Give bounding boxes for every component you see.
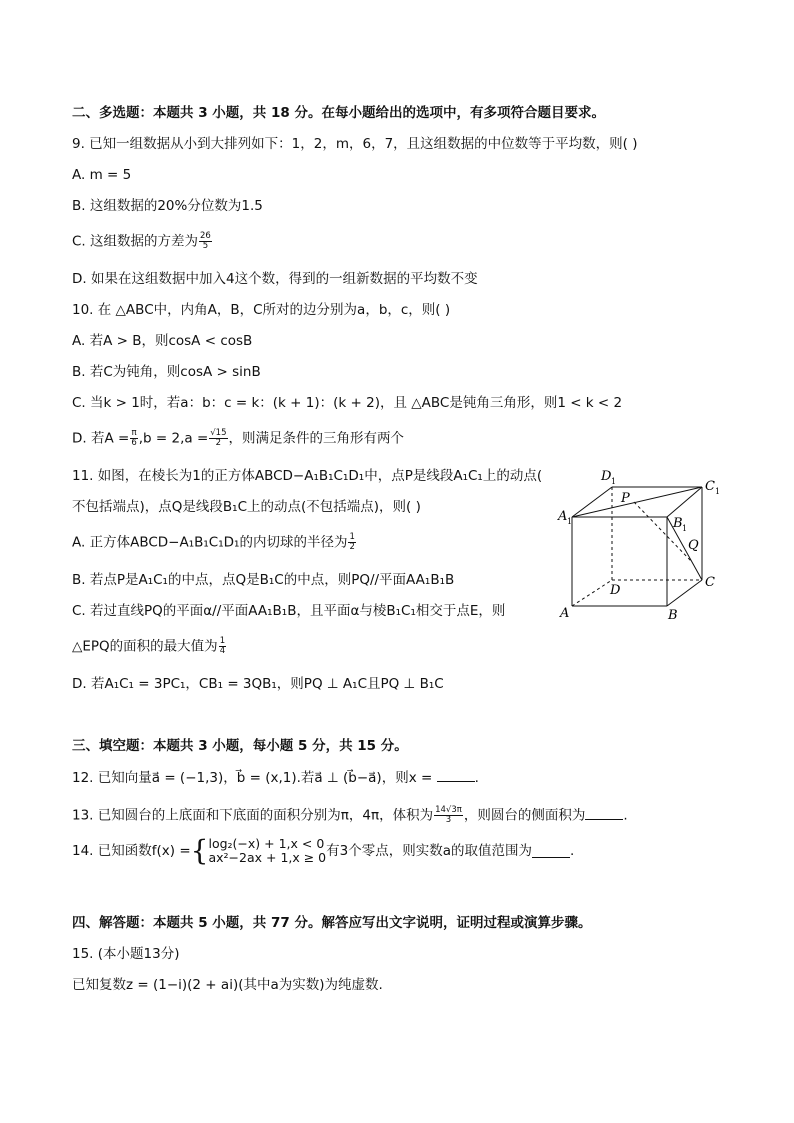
section-4-heading: 四、解答题：本题共 5 小题，共 77 分。解答应写出文字说明，证明过程或演算步骤。	[72, 915, 592, 931]
fraction-numerator: 1	[349, 532, 355, 542]
case-2: ax²−2ax + 1,x ≥ 0	[208, 850, 327, 865]
question-14	[72, 834, 575, 867]
fraction-denominator: 4	[219, 646, 226, 656]
question-12-end: .	[474, 770, 479, 786]
label-d1-subscript: 1	[611, 477, 617, 486]
fraction-denominator: 2	[215, 438, 222, 448]
question-14-end: .	[570, 843, 575, 859]
hidden-edge-ad	[572, 580, 612, 606]
section-2-heading: 二、多选题：本题共 3 小题，共 18 分。在每小题给出的选项中，有多项符合题目要求。	[72, 105, 605, 121]
question-13	[72, 806, 628, 825]
option-d-tail: ，则满足条件的三角形有两个	[228, 430, 404, 447]
question-13-tail: ，则圆台的侧面积为	[463, 807, 586, 824]
question-12	[72, 769, 479, 787]
question-10-option-b: B. 若C为钝角，则cosA > sinB	[72, 364, 261, 380]
piecewise-cases	[208, 837, 326, 865]
question-9-stem: 9. 已知一组数据从小到大排列如下：1，2，m，6，7，且这组数据的中位数等于平均数，则( )	[72, 136, 638, 152]
question-10-option-c: C. 当k > 1时，若a：b：c = k：(k + 1)：(k + 2)，且 △ABC是钝角三角形，则1 < k < 2	[72, 395, 623, 411]
label-b1: B	[673, 516, 683, 531]
option-c-text: C. 这组数据的方差为	[72, 233, 199, 250]
label-c1-subscript: 1	[715, 487, 721, 496]
question-11-option-c-line1: C. 若过直线PQ的平面α//平面AA₁B₁B，且平面α与棱B₁C₁相交于点E，则	[72, 603, 506, 619]
question-11-stem-line1: 11. 如图，在棱长为1的正方体ABCD−A₁B₁C₁D₁中，点P是线段A₁C₁上的动点(	[72, 468, 543, 484]
fraction-numerator: 1	[219, 636, 226, 646]
question-9-option-d: D. 如果在这组数据中加入4这个数，得到的一组新数据的平均数不变	[72, 271, 478, 287]
section-3-heading: 三、填空题：本题共 3 小题，每小题 5 分，共 15 分。	[72, 738, 408, 754]
fraction-denominator: 5	[202, 241, 209, 251]
label-d: D	[610, 583, 621, 598]
case-1: log₂(−x) + 1,x < 0	[208, 836, 325, 851]
option-c-text: △EPQ的面积的最大值为	[72, 638, 218, 655]
cube-figure	[552, 462, 728, 624]
question-14-tail: 有3个零点，则实数a的取值范围为	[326, 843, 533, 859]
option-a-text: A. 正方体ABCD−A₁B₁C₁D₁的内切球的半径为	[72, 534, 348, 551]
question-11-option-a	[72, 533, 357, 552]
answer-blank[interactable]	[585, 807, 623, 820]
question-10-option-d	[72, 429, 404, 448]
fraction-denominator: 6	[131, 438, 137, 448]
answer-blank[interactable]	[437, 769, 475, 782]
option-d-middle: ,b = 2,a =	[138, 430, 209, 447]
edge-bc	[667, 580, 702, 606]
fraction-numerator: √15	[210, 428, 227, 438]
fraction	[434, 806, 463, 825]
fraction-denominator: 2	[349, 542, 355, 552]
label-d1: D	[601, 469, 612, 484]
fraction	[199, 232, 212, 251]
question-9-option-b: B. 这组数据的20%分位数为1.5	[72, 198, 263, 214]
fraction	[219, 637, 226, 656]
question-12-text: 12. 已知向量a⃗ = (−1,3)，b⃗ = (x,1).若a⃗ ⊥ (b⃗−a⃗)，则x =	[72, 770, 433, 786]
question-14-text: 14. 已知函数f(x) =	[72, 843, 191, 859]
question-11-option-b: B. 若点P是A₁C₁的中点，点Q是B₁C的中点，则PQ//平面AA₁B₁B	[72, 572, 455, 588]
label-p: P	[621, 491, 630, 506]
question-15-text: 已知复数z = (1−i)(2 + ai)(其中a为实数)为纯虚数.	[72, 977, 383, 993]
fraction-numerator: 26	[200, 231, 211, 241]
question-11-stem-line2: 不包括端点)，点Q是线段B₁C上的动点(不包括端点)，则( )	[72, 499, 421, 515]
label-q: Q	[688, 538, 699, 553]
brace-icon: {	[190, 834, 209, 867]
label-a: A	[560, 606, 570, 621]
question-15-title: 15. (本小题13分)	[72, 946, 180, 962]
question-10-option-a: A. 若A > B，则cosA < cosB	[72, 333, 253, 349]
fraction-numerator: 14√3π	[435, 805, 462, 815]
question-13-end: .	[623, 807, 628, 824]
label-b: B	[668, 608, 678, 623]
label-b1-subscript: 1	[682, 524, 688, 533]
fraction-numerator: π	[131, 428, 137, 438]
question-9-option-c	[72, 232, 213, 251]
option-d-text: D. 若A =	[72, 430, 130, 447]
question-13-text: 13. 已知圆台的上底面和下底面的面积分别为π，4π，体积为	[72, 807, 434, 824]
question-11-option-c-line2	[72, 637, 227, 656]
question-11-option-d: D. 若A₁C₁ = 3PC₁，CB₁ = 3QB₁，则PQ ⊥ A₁C且PQ ⊥ B₁C	[72, 676, 444, 692]
fraction	[209, 429, 227, 448]
fraction	[348, 533, 355, 552]
question-10-stem: 10. 在 △ABC中，内角A，B，C所对的边分别为a，b，c，则( )	[72, 302, 451, 318]
label-c: C	[705, 575, 715, 590]
label-c1: C	[705, 479, 715, 494]
answer-blank[interactable]	[532, 845, 570, 858]
label-a1-subscript: 1	[567, 517, 573, 526]
label-a1: A	[558, 509, 568, 524]
fraction	[130, 429, 137, 448]
fraction-denominator: 3	[445, 815, 452, 825]
question-9-option-a: A. m = 5	[72, 167, 132, 183]
